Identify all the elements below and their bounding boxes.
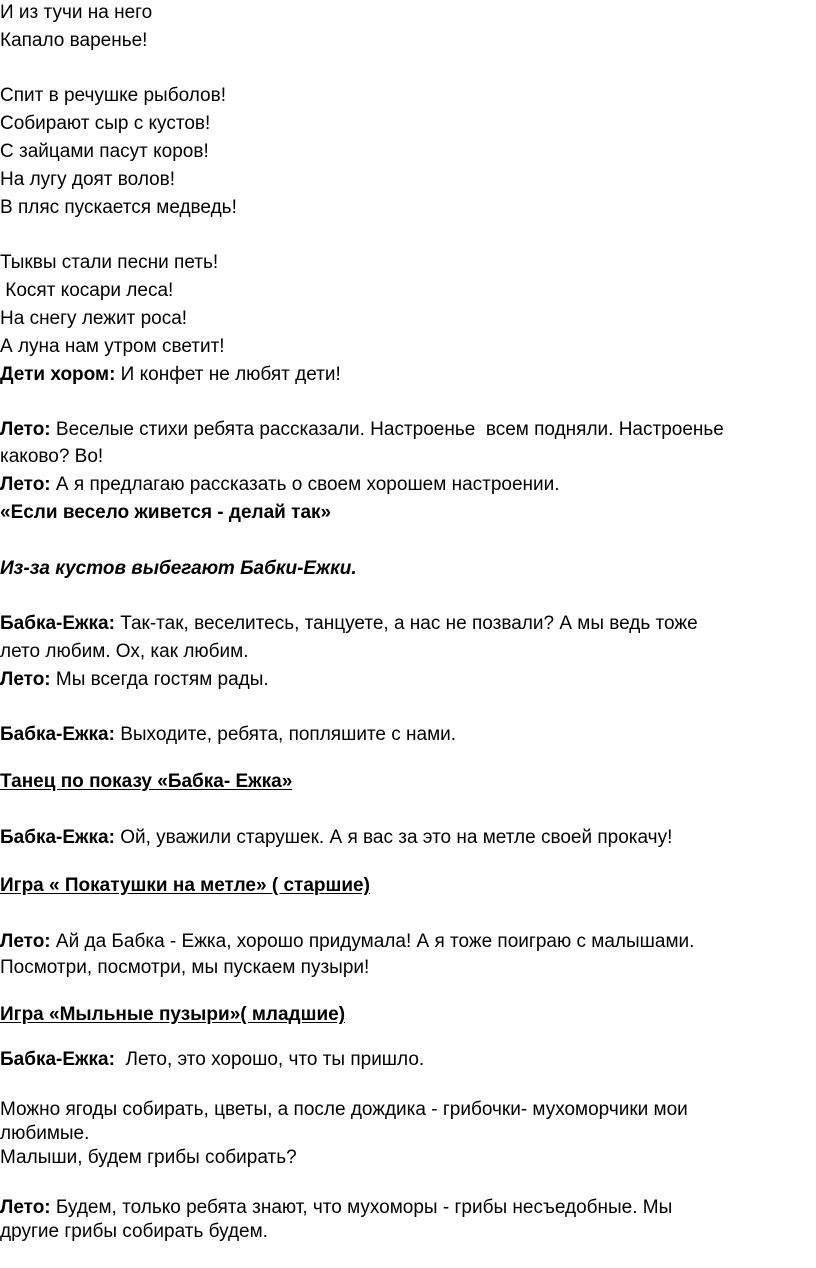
dialogue-line: Лето: Будем, только ребята знают, что мухоморы - грибы несъедобные. Мы bbox=[0, 1197, 673, 1218]
song-title: «Если весело живется - делай так» bbox=[0, 502, 332, 523]
poem-line: Тыквы стали песни петь! bbox=[0, 252, 219, 273]
dialogue-line: Посмотри, посмотри, мы пускаем пузыри! bbox=[0, 957, 370, 978]
speaker-label: Бабка-Ежка: bbox=[0, 724, 115, 745]
speaker-label: Дети хором: bbox=[0, 364, 116, 385]
poem-line: Косят косари леса! bbox=[0, 280, 174, 301]
dialogue-line: Лето: А я предлагаю рассказать о своем хорошем настроении. bbox=[0, 474, 560, 495]
dialogue-line: Бабка-Ежка: Ой, уважили старушек. А я вас за это на метле своей прокачу! bbox=[0, 827, 673, 848]
dialogue-line: Лето: Ай да Бабка - Ежка, хорошо придумала! А я тоже поиграю с малышами. bbox=[0, 931, 695, 952]
section-heading: Танец по показу «Бабка- Ежка» bbox=[0, 771, 293, 792]
poem-line: На лугу доят волов! bbox=[0, 169, 176, 190]
stage-direction: Из-за кустов выбегают Бабки-Ежки. bbox=[0, 558, 357, 579]
dialogue-line: Лето: Веселые стихи ребята рассказали. Настроенье всем подняли. Настроенье bbox=[0, 419, 724, 440]
poem-line: Капало варенье! bbox=[0, 30, 148, 51]
speaker-label: Лето: bbox=[0, 669, 51, 690]
dialogue-line: Малыши, будем грибы собирать? bbox=[0, 1147, 297, 1168]
speaker-label: Бабка-Ежка: bbox=[0, 613, 115, 634]
dialogue-line: Можно ягоды собирать, цветы, а после дождика - грибочки- мухоморчики мои bbox=[0, 1099, 688, 1120]
poem-line: И из тучи на него bbox=[0, 2, 153, 23]
dialogue-line: любимые. bbox=[0, 1123, 90, 1144]
dialogue-line: Бабка-Ежка: Так-так, веселитесь, танцуете, а нас не позвали? А мы ведь тоже bbox=[0, 613, 698, 634]
poem-line: В пляс пускается медведь! bbox=[0, 197, 237, 218]
dialogue-line: лето любим. Ох, как любим. bbox=[0, 641, 249, 662]
poem-line: Собирают сыр с кустов! bbox=[0, 113, 211, 134]
poem-line: Спит в речушке рыболов! bbox=[0, 85, 226, 106]
dialogue-line: Лето: Мы всегда гостям рады. bbox=[0, 669, 269, 690]
speaker-label: Бабка-Ежка: bbox=[0, 827, 115, 848]
dialogue-line: Бабка-Ежка: Лето, это хорошо, что ты пришло. bbox=[0, 1049, 425, 1070]
section-heading: Игра «Мыльные пузыри»( младшие) bbox=[0, 1004, 346, 1025]
speaker-label: Лето: bbox=[0, 1197, 51, 1218]
poem-line: С зайцами пасут коров! bbox=[0, 141, 209, 162]
speaker-label: Лето: bbox=[0, 474, 51, 495]
dialogue-line: другие грибы собирать будем. bbox=[0, 1221, 268, 1242]
speaker-label: Бабка-Ежка: bbox=[0, 1049, 115, 1070]
poem-line: На снегу лежит роса! bbox=[0, 308, 188, 329]
dialogue-line: Дети хором: И конфет не любят дети! bbox=[0, 364, 341, 385]
section-heading: Игра « Покатушки на метле» ( старшие) bbox=[0, 875, 370, 896]
poem-line: А луна нам утром светит! bbox=[0, 336, 225, 357]
dialogue-line: каково? Во! bbox=[0, 446, 104, 467]
speaker-label: Лето: bbox=[0, 931, 51, 952]
dialogue-line: Бабка-Ежка: Выходите, ребята, попляшите с нами. bbox=[0, 724, 457, 745]
speaker-label: Лето: bbox=[0, 419, 51, 440]
